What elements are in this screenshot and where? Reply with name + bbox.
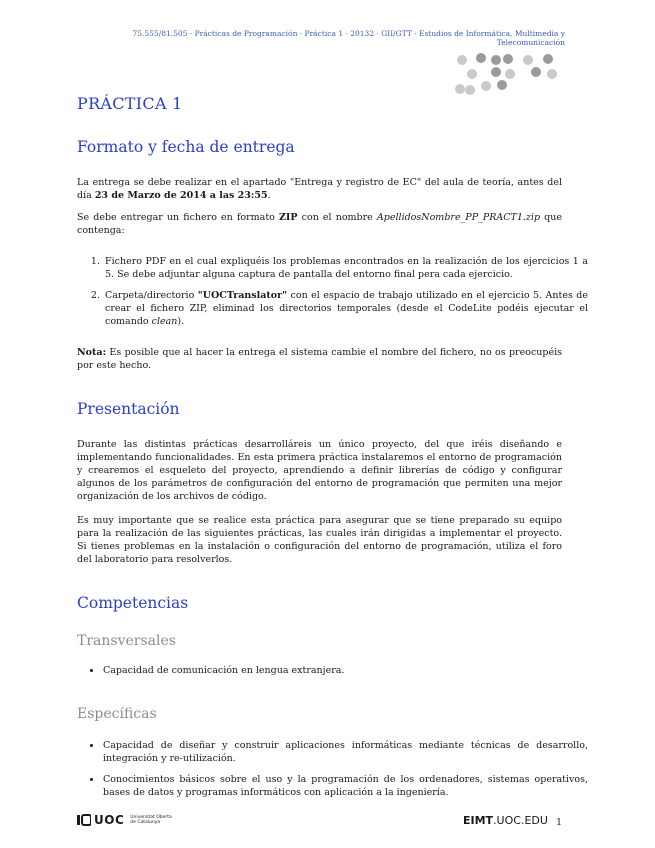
dot-icon (455, 84, 465, 94)
list-item: Capacidad de diseñar y construir aplicaciones informáticas mediante técnicas de desarrollo, integración y re-utilización. (103, 740, 588, 764)
uoc-subtitle (130, 815, 172, 825)
especificas-list (77, 739, 588, 807)
eimt-logo (463, 814, 548, 827)
dot-icon (491, 67, 501, 77)
text-span: que contenga: (77, 212, 562, 236)
paragraph-presentacion-1: Durante las distintas prácticas desarrolláreis un único proyecto, del que iréis diseñando e implementando funcionalidades. En esta primera práctica instalaremos el entorno de programación y crearemos el esqueleto del proyecto, aprendiendo a definir librerías de código y configurar algunos de los parámetros de configuración del entorno de programación que permiten una mejor organización de los archivos de código. (77, 439, 562, 502)
list-item: Conocimientos básicos sobre el uso y la programación de los ordenadores, sistemas operativos, bases de datos y programas informáticos con aplicación a la ingeniería. (103, 774, 588, 798)
uoc-subtitle-line-2: de Catalunya (130, 820, 161, 825)
note-label: Nota: (77, 347, 107, 358)
dot-icon (457, 55, 467, 65)
page-number: 1 (556, 817, 563, 828)
dot-icon (543, 54, 553, 64)
zip-format: ZIP (279, 212, 298, 223)
deliverables-list (77, 255, 588, 336)
text-span: . (267, 190, 271, 201)
running-header-line-1: 75.555/81.505 · Prácticas de Programación · Práctica 1 · 20132 · GII/GTT · Estudios de Informática, Multimedia y (132, 29, 565, 38)
dot-icon (505, 69, 515, 79)
paragraph-entrega (77, 176, 562, 202)
text-span: con el nombre (297, 212, 377, 223)
subsection-heading-transversales: Transversales (77, 633, 176, 649)
dot-icon (523, 55, 533, 65)
dot-icon (503, 54, 513, 64)
file-name: ApellidosNombre_PP_PRACT1.zip (376, 212, 541, 223)
dot-icon (491, 55, 501, 65)
paragraph-fichero (77, 211, 562, 237)
section-heading-presentacion: Presentación (77, 400, 180, 418)
note-paragraph (77, 346, 562, 372)
transversales-list (77, 664, 588, 685)
command-name: clean (151, 316, 178, 327)
dot-icon (467, 69, 477, 79)
dot-icon (465, 85, 475, 95)
subsection-heading-especificas: Específicas (77, 706, 157, 722)
decorative-dots-logo (451, 51, 561, 99)
eimt-bold: EIMT (463, 814, 494, 827)
note-text: Es posible que al hacer la entrega el sistema cambie el nombre del fichero, no os preocupéis por este hecho. (77, 347, 562, 371)
running-header-line-2: Telecomunicación (496, 38, 565, 47)
dot-icon (481, 81, 491, 91)
uoc-subtitle-line-1: Universitat Oberta (130, 815, 172, 820)
paragraph-presentacion-2: Es muy importante que se realice esta práctica para asegurar que se tiene preparado su equipo para la realización de las siguientes prácticas, las cuales irán dirigidas a implementar el proyecto. Si tienes problemas en la instalación o configuración del entorno de programación, utiliza el foro del laboratorio para resolverlos. (77, 515, 562, 565)
list-item-text: Fichero PDF en el cual expliquéis los problemas encontrados en la realización de los ejercicios 1 a 5. Se debe adjuntar alguna captura de pantalla del entorno final pera cada ejercicio. (105, 256, 588, 280)
section-heading-formato: Formato y fecha de entrega (77, 138, 295, 156)
deadline-date: 23 de Marzo de 2014 a las 23:55 (94, 190, 268, 201)
text-span: con el espacio de trabajo utilizado en el ejercicio 5. Antes de crear el fichero ZIP, eliminad los directorios temporales (desde el CodeLite podéis ejecutar el comando (105, 290, 588, 327)
uoc-symbol-icon (77, 814, 91, 826)
page-title: PRÁCTICA 1 (77, 94, 183, 113)
list-item: Capacidad de comunicación en lengua extranjera. (103, 664, 588, 677)
dot-icon (531, 67, 541, 77)
uoc-logo (77, 812, 172, 828)
text-span: Se debe entregar un fichero en formato (77, 212, 279, 223)
dot-icon (476, 53, 486, 63)
section-heading-competencias: Competencias (77, 594, 189, 612)
text-span: ). (177, 316, 185, 327)
running-header (95, 29, 565, 47)
text-span: Carpeta/directorio (105, 290, 198, 301)
list-item (103, 289, 588, 328)
eimt-domain: .UOC.EDU (493, 814, 548, 827)
folder-name: "UOCTranslator" (197, 290, 288, 301)
uoc-wordmark: UOC (94, 813, 125, 827)
dot-icon (547, 69, 557, 79)
dot-icon (497, 80, 507, 90)
text-span: La entrega se debe realizar en el apartado "Entrega y registro de EC" del aula de teoría, antes del día (77, 177, 562, 201)
list-item (103, 255, 588, 281)
